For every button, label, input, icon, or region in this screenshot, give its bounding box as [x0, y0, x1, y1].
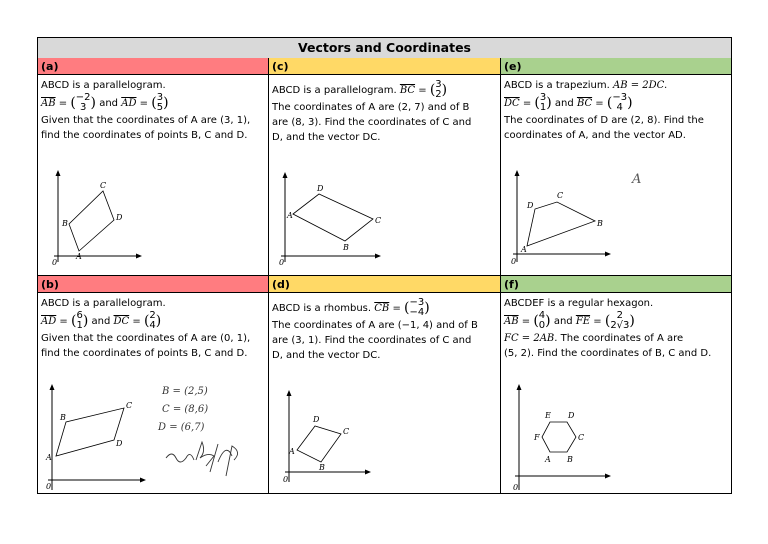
- cell-d-diagram: [275, 386, 375, 486]
- worksheet: [37, 37, 732, 494]
- cell-b-point-A: A: [46, 453, 52, 462]
- cell-e-vectors: $\overline{DC} = (3$ 1) and $\overline{BC} = (-3$ 4 ): [504, 92, 633, 113]
- cell-a-vec1-name: $\overline{AB}$: [41, 98, 56, 109]
- cell-b-text: [38, 293, 268, 361]
- cell-c-point-D: D: [317, 184, 324, 193]
- cell-f-origin-label: 0: [513, 483, 519, 492]
- cell-e: [501, 58, 731, 276]
- cell-b-point-C: C: [126, 401, 133, 410]
- cell-f-point-D: D: [568, 411, 575, 420]
- cell-c-line1-text: ABCD is a parallelogram.: [272, 85, 397, 96]
- cell-e-vec1-top: 3: [539, 92, 547, 103]
- cell-d: [269, 276, 501, 494]
- cell-d-origin-label: 0: [283, 475, 289, 484]
- cell-d-point-C: C: [343, 427, 350, 436]
- cell-f-vec2-top: 2: [616, 310, 624, 321]
- cell-f-vec1-top: 4: [538, 310, 546, 321]
- cell-b-and: and: [91, 316, 111, 327]
- cell-e-label: (e): [501, 58, 731, 75]
- cell-e-line4: coordinates of A, and the vector AD.: [504, 130, 686, 141]
- cell-c-line4: D, and the vector DC.: [272, 132, 381, 143]
- cell-a-point-B: B: [62, 219, 68, 228]
- cell-e-origin-label: 0: [511, 257, 517, 266]
- cell-f-vectors: $\overline{AB} = (4$ 0) and $\overline{FE}$ = ( 2 2√3): [504, 310, 635, 331]
- cell-c-vec1-name: $\overline{BC}$: [399, 85, 416, 96]
- cell-b-handwriting: [156, 380, 256, 480]
- cell-c-line2: The coordinates of A are (2, 7) and of B: [272, 102, 470, 113]
- cell-f-point-B: B: [567, 455, 573, 464]
- cell-c-point-C: C: [375, 216, 382, 225]
- cell-d-line2: The coordinates of A are (−1, 4) and of B: [272, 320, 478, 331]
- cell-a-vec2-bottom: 5: [156, 102, 164, 113]
- cell-c-text: [269, 75, 500, 145]
- cell-b-origin-label: 0: [46, 482, 52, 491]
- cell-f-vec2-bottom: 2√3: [610, 320, 630, 331]
- cell-e-line1-text: ABCD is a trapezium.: [504, 80, 610, 91]
- cell-c-origin-label: 0: [279, 258, 285, 266]
- cell-d-line1-text: ABCD is a rhombus.: [272, 303, 372, 314]
- cell-b-vec2-name: $\overline{DC}$: [113, 316, 130, 327]
- cell-a-vec1-top: −2: [75, 92, 91, 103]
- cell-e-text: [501, 75, 731, 143]
- cell-e-line3: The coordinates of D are (2, 8). Find the: [504, 115, 704, 126]
- cell-f-text: [501, 293, 731, 361]
- cell-a-vec2-name: $\overline{AD}$: [121, 98, 137, 109]
- cell-c-line3: are (8, 3). Find the coordinates of C and: [272, 117, 472, 128]
- cell-f-vec2-name: $\overline{FE}$: [575, 316, 591, 327]
- cell-f-vec1-name: $\overline{AB}$: [504, 316, 519, 327]
- cell-f-line3: [504, 331, 728, 346]
- cell-c-line1: ABCD is a parallelogram. $\overline{BC} = (3$ 2): [272, 79, 448, 100]
- cell-c-label: (c): [269, 58, 500, 75]
- cell-a-text: [38, 75, 268, 143]
- cell-b-line3: Given that the coordinates of A are (0, 1),: [41, 333, 251, 344]
- cell-b-point-B: B: [60, 413, 66, 422]
- cell-f-line3-relation: FC = 2AB.: [504, 333, 558, 344]
- cell-d-vec1-bottom: −4: [409, 307, 425, 318]
- cell-b-line1: ABCD is a parallelogram.: [41, 298, 166, 309]
- cell-b-hand-C: C = (8,6): [162, 404, 209, 415]
- cell-f-point-C: C: [578, 433, 585, 442]
- cell-a-origin-label: 0: [52, 258, 58, 266]
- cell-a-label: (a): [38, 58, 268, 75]
- cell-e-diagram: [507, 166, 617, 266]
- cell-a-point-A: A: [76, 252, 82, 261]
- cell-d-vec1-top: −3: [409, 297, 425, 308]
- cell-b-line4: find the coordinates of points B, C and D.: [41, 348, 248, 359]
- cell-f-point-E: E: [545, 411, 551, 420]
- cell-b-signature-icon: [210, 444, 238, 476]
- cell-f-vec1-bottom: 0: [538, 320, 546, 331]
- problem-grid: [38, 58, 731, 493]
- cell-b-label: (b): [38, 276, 268, 293]
- cell-b: [38, 276, 269, 494]
- cell-e-vec1-name: $\overline{DC}$: [504, 98, 520, 109]
- cell-d-point-B: B: [319, 463, 325, 472]
- cell-a-line4: find the coordinates of points B, C and D.: [41, 130, 248, 141]
- cell-d-line1: ABCD is a rhombus. $\overline{CB} = (-3$ −4): [272, 297, 430, 318]
- cell-f-line3-text: The coordinates of A are: [560, 333, 684, 344]
- cell-e-point-A: A: [521, 245, 527, 254]
- cell-e-vec1-bottom: 1: [539, 102, 547, 113]
- cell-d-label: (d): [269, 276, 500, 293]
- cell-a: [38, 58, 269, 276]
- cell-a-and: and: [99, 98, 119, 109]
- cell-b-vec2-bottom: 4: [149, 320, 156, 331]
- cell-c-point-A: A: [287, 211, 293, 220]
- cell-a-line3: Given that the coordinates of A are (3, 1),: [41, 115, 251, 126]
- cell-c-vec1-bottom: 2: [435, 89, 442, 100]
- cell-c-point-B: B: [343, 243, 349, 252]
- cell-e-line1-relation: AB = 2DC.: [613, 80, 668, 91]
- cell-f-label: (f): [501, 276, 731, 293]
- cell-f-point-F: F: [534, 433, 540, 442]
- cell-a-vec1-bottom: 3: [79, 102, 87, 113]
- cell-a-point-C: C: [100, 181, 107, 190]
- cell-b-diagram: [42, 380, 152, 492]
- cell-d-line4: D, and the vector DC.: [272, 350, 381, 361]
- cell-d-text: [269, 293, 500, 363]
- cell-a-point-D: D: [116, 213, 123, 222]
- cell-b-vec2-top: 2: [149, 310, 156, 321]
- cell-c-vec1-top: 3: [435, 79, 442, 90]
- cell-b-vec1-top: 6: [76, 310, 83, 321]
- cell-b-vec1-name: $\overline{AD}$: [41, 316, 57, 327]
- cell-e-line1: [504, 78, 728, 93]
- cell-a-line1: ABCD is a parallelogram.: [41, 80, 166, 91]
- cell-e-handwritten-note: A: [632, 172, 642, 187]
- cell-e-point-D: D: [527, 201, 534, 210]
- cell-f-diagram: [507, 380, 617, 492]
- cell-e-vec2-top: −3: [612, 92, 628, 103]
- cell-c-diagram: [277, 166, 387, 266]
- cell-f-point-A: A: [545, 455, 551, 464]
- cell-c: [269, 58, 501, 276]
- cell-b-point-D: D: [116, 439, 123, 448]
- cell-f: [501, 276, 731, 494]
- cell-b-hand-B: B = (2,5): [162, 386, 208, 397]
- cell-f-and: and: [553, 316, 573, 327]
- cell-a-vectors: $\overline{AB} = (-2$ 3 ) and $\overline{AD} = (3$ 5): [41, 92, 169, 113]
- cell-a-diagram: [46, 166, 146, 266]
- cell-d-point-D: D: [313, 415, 320, 424]
- cell-f-line4: (5, 2). Find the coordinates of B, C and D.: [504, 348, 712, 359]
- cell-b-vec1-bottom: 1: [76, 320, 83, 331]
- cell-d-point-A: A: [289, 447, 295, 456]
- cell-a-vec2-top: 3: [156, 92, 164, 103]
- cell-e-point-B: B: [597, 219, 603, 228]
- cell-b-vectors: $\overline{AD} = (6$ 1) and $\overline{DC} = (2$ 4): [41, 310, 162, 331]
- cell-e-and: and: [554, 98, 574, 109]
- cell-d-line3: are (3, 1). Find the coordinates of C and: [272, 335, 472, 346]
- cell-f-line1: ABCDEF is a regular hexagon.: [504, 298, 654, 309]
- cell-b-hand-D: D = (6,7): [158, 422, 205, 433]
- cell-e-vec2-name: $\overline{BC}$: [576, 98, 593, 109]
- worksheet-title: Vectors and Coordinates: [38, 38, 731, 59]
- cell-d-vec1-name: $\overline{CB}$: [374, 303, 390, 314]
- cell-e-vec2-bottom: 4: [616, 102, 623, 113]
- cell-e-point-C: C: [557, 191, 564, 200]
